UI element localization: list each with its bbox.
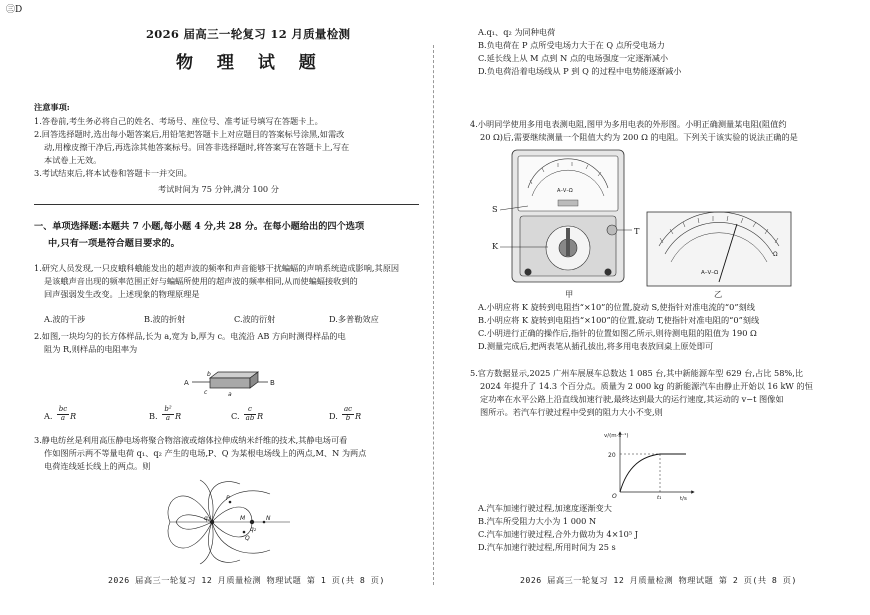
q3-label-n: N bbox=[266, 515, 271, 522]
section-heading bbox=[34, 218, 364, 252]
q3-label-q: Q bbox=[245, 535, 250, 542]
notice-title: 注意事项: bbox=[34, 102, 70, 112]
notice-line: 本试卷上无效。 bbox=[44, 155, 102, 165]
q2-label-thickness: c bbox=[204, 389, 208, 396]
q4-option-b[interactable]: B.小明应将 K 旋转到电阻挡“×100”的位置,旋动 T,使指针对准电阻的“0”刻线 bbox=[478, 315, 760, 325]
q3-label-p: P bbox=[226, 495, 230, 502]
q1-line: 回声强弱发生改变。上述现象的物理原理是 bbox=[44, 289, 200, 299]
q3-field-figure bbox=[160, 478, 300, 568]
vt-graph bbox=[600, 426, 700, 502]
q2-block-figure bbox=[170, 366, 290, 398]
exam-time-info: 考试时间为 75 分钟,满分 100 分 bbox=[158, 184, 279, 194]
label-k: K bbox=[492, 241, 499, 251]
q5-options bbox=[478, 502, 868, 554]
vt-vmax-label: 20 bbox=[608, 452, 616, 459]
q4-options bbox=[478, 301, 868, 353]
q3-label-q1: q₁ bbox=[204, 515, 211, 522]
q5-option-d[interactable]: D.汽车加速行驶过程,所用时间为 25 s bbox=[478, 542, 616, 552]
corner-badge: ㊂D bbox=[6, 5, 23, 15]
q5-option-c[interactable]: C.汽车加速行驶过程,合外力做功为 4×10⁵ J bbox=[478, 529, 639, 539]
q4-option-d[interactable]: D.测量完成后,把两表笔从插孔拔出,将多用电表放回桌上原处即可 bbox=[478, 341, 714, 351]
question-4 bbox=[470, 118, 860, 144]
page-2-footer: 2026 届高三一轮复习 12 月质量检测 物理试题 第 2 页(共 8 页) bbox=[520, 575, 797, 585]
question-3 bbox=[34, 434, 424, 473]
multimeter-figure bbox=[500, 148, 640, 288]
section-heading-line: 一、单项选择题:本题共 7 小题,每小题 4 分,共 28 分。在每小题给出的四个选项 bbox=[34, 221, 365, 232]
notice-line: 动,用橡皮擦干净后,再选涂其他答案标号。回答非选择题时,将答案写在答题卡上,写在 bbox=[44, 142, 350, 152]
q3-line: 3.静电纺丝是利用高压静电场将聚合物溶液或熔体拉伸成纳米纤维的技术,其静电场可看 bbox=[34, 435, 348, 445]
question-1 bbox=[34, 262, 424, 301]
dial-scale-label: A–V–Ω bbox=[701, 270, 719, 276]
q2-label-a: A bbox=[184, 379, 189, 387]
vt-t1-label: t₁ bbox=[657, 495, 662, 501]
figure-label-jia: 甲 bbox=[565, 289, 574, 299]
question-5 bbox=[470, 367, 862, 419]
q1-option-a[interactable]: A.波的干涉 bbox=[44, 314, 86, 324]
q4-line: 4.小明同学使用多用电表测电阻,图甲为多用电表的外形图。小明正确测量某电阻(阻值约 bbox=[470, 119, 787, 129]
q3-label-q2: q₂ bbox=[250, 526, 257, 533]
q1-option-b[interactable]: B.波的折射 bbox=[144, 314, 186, 324]
section-rule bbox=[34, 204, 419, 205]
q5-option-b[interactable]: B.汽车所受阻力大小为 1 000 N bbox=[478, 516, 597, 526]
notice-line: 3.考试结束后,将本试卷和答题卡一并交回。 bbox=[34, 168, 192, 178]
q2-label-length: a bbox=[228, 391, 232, 398]
page-1-footer: 2026 届高三一轮复习 12 月质量检测 物理试题 第 1 页(共 8 页) bbox=[108, 575, 385, 585]
q5-line: 5.官方数据显示,2025 广州车展展车总数达 1 085 台,其中新能源车型 629 台,占比 58%,比 bbox=[470, 368, 804, 378]
q1-option-c[interactable]: C.波的衍射 bbox=[234, 314, 276, 324]
label-t: T bbox=[634, 226, 640, 236]
q3-option-a[interactable]: A.q₁、q₂ 为同种电荷 bbox=[478, 27, 556, 37]
figure-label-yi: 乙 bbox=[714, 289, 723, 299]
label-s: S bbox=[492, 204, 498, 214]
q3-label-m: M bbox=[240, 515, 246, 522]
notice-line: 2.回答选择题时,选出每小题答案后,用铅笔把答题卡上对应题目的答案标号涂黑,如需改 bbox=[34, 129, 345, 139]
section-heading-line: 中,只有一项是符合题目要求的。 bbox=[48, 238, 180, 249]
notice-line: 1.答卷前,考生务必将自己的姓名、考场号、座位号、准考证号填写在答题卡上。 bbox=[34, 116, 323, 126]
q3-line: 电荷连线延长线上的两点。则 bbox=[44, 461, 151, 471]
vt-origin: O bbox=[612, 493, 617, 500]
exam-header: 2026 届高三一轮复习 12 月质量检测 bbox=[146, 27, 351, 41]
q4-line: 20 Ω)后,需要继续测量一个阻值大约为 200 Ω 的电阻。下列关于该实验的说法正确的是 bbox=[480, 132, 798, 142]
q2-options: A. bc a R B. b² a R C. c ab R D. ac b R bbox=[44, 405, 362, 422]
q1-line: 是该蛾声音出现的频率范围正好与蝙蝠所使用的超声波的频率相同,从而使蝙蝠接收到的 bbox=[44, 276, 358, 286]
q2-label-width: b bbox=[207, 371, 211, 378]
q1-line: 1.研究人员发现,一只皮蛾科蛾能发出的超声波的频率和声音能够干扰蝙蝠的声呐系统造成影响,其原因 bbox=[34, 263, 400, 273]
q2-line: 阻为 R,则样品的电阻率为 bbox=[44, 344, 138, 354]
q4-option-c[interactable]: C.小明进行正确的操作后,指针的位置如图乙所示,则待测电阻的阻值为 190 Ω bbox=[478, 328, 757, 338]
q5-option-a[interactable]: A.汽车加速行驶过程,加速度逐渐变大 bbox=[478, 503, 612, 513]
q2-label-b: B bbox=[270, 379, 275, 387]
dial-omega-label: Ω bbox=[773, 251, 778, 258]
q4-option-a[interactable]: A.小明应将 K 旋转到电阻挡“×10”的位置,旋动 S,使指针对准电流的“0”刻线 bbox=[478, 302, 755, 312]
q1-option-d[interactable]: D.多普勒效应 bbox=[329, 314, 379, 324]
column-divider bbox=[433, 45, 434, 585]
q3-option-d[interactable]: D.负电荷沿着电场线从 P 到 Q 的过程中电势能逐渐减小 bbox=[478, 66, 682, 76]
meter-dial-figure bbox=[645, 210, 793, 288]
q3-options bbox=[478, 26, 858, 78]
q3-option-c[interactable]: C.延长线上从 M 点到 N 点的电场强度一定逐渐减小 bbox=[478, 53, 669, 63]
q3-line: 作如图所示两不等量电荷 q₁、q₂ 产生的电场,P、Q 为某根电场线上的两点,M、N 为两点 bbox=[44, 448, 367, 458]
q5-line: 2024 年提升了 14.3 个百分点。质量为 2 000 kg 的新能源汽车由静止开始以 16 kW 的恒 bbox=[480, 381, 813, 391]
q3-option-b[interactable]: B.负电荷在 P 点所受电场力大于在 Q 点所受电场力 bbox=[478, 40, 665, 50]
question-2 bbox=[34, 330, 424, 356]
page-title: 物 理 试 题 bbox=[176, 53, 325, 73]
notice-block bbox=[34, 115, 424, 180]
q2-line: 2.如图,一块均匀的长方体样品,长为 a,宽为 b,厚为 c。电流沿 AB 方向时测得样品的电 bbox=[34, 331, 346, 341]
q5-line: 定功率在水平公路上沿直线加速行驶,最终达到最大的运行速度,其运动的 v−t 图像如 bbox=[480, 394, 784, 404]
vt-xlabel: t/s bbox=[680, 496, 687, 502]
q5-line: 图所示。若汽车行驶过程中受到的阻力大小不变,则 bbox=[480, 407, 663, 417]
vt-ylabel: v/(m·s⁻¹) bbox=[604, 433, 629, 439]
multimeter-scale-label: A–V–Ω bbox=[557, 188, 573, 194]
